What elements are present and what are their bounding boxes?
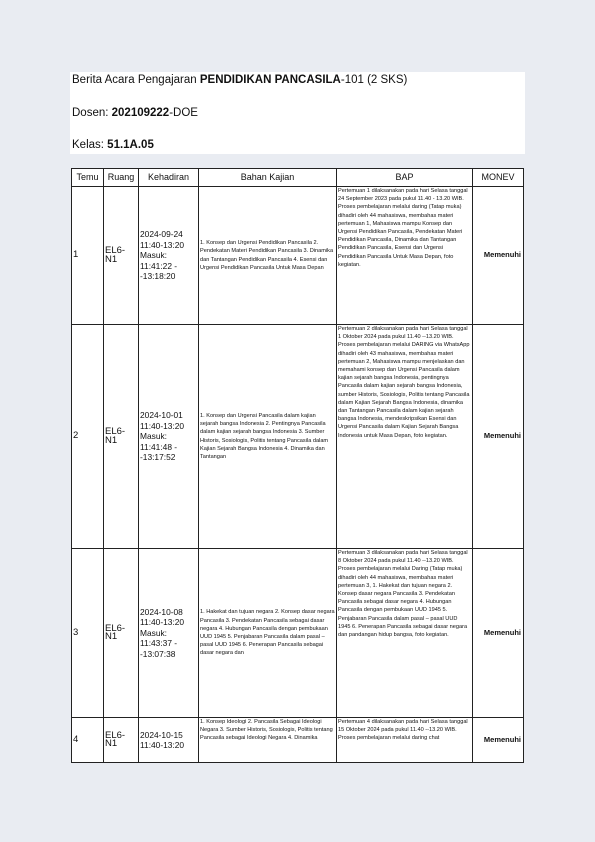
cell-ruang: EL6-N1 [104,325,139,549]
cell-temu: 1 [72,187,104,325]
cell-ruang: EL6-N1 [104,549,139,718]
table-row [72,325,524,549]
bap-table [71,168,524,763]
cell-monev: Memenuhi [473,325,524,549]
kelas-value: 51.1A.05 [107,139,154,151]
col-header-kehadiran: Kehadiran [139,169,199,187]
col-header-ruang: Ruang [104,169,139,187]
cell-bap: Pertemuan 1 dilaksanakan pada hari Selasa tanggal 24 September 2023 pada pukul 11.40 - 13.20 WIB. Proses pembelajaran melalui daring (Tatap muka) dihadiri oleh 44 mahasiswa, membahas materi pertemuan 1, Mahasiswa mampu Konsep dan Urgensi Pendidikan Pancasila, Pendekatan Materi Pendidikan Pancasila, Dinamika dan Tantangan Pendidikan Pancasila, Esensi dan Urgensi Pendidikan Pancasila Untuk Masa Depan, foto kegiatan. [337,187,473,325]
cell-temu: 3 [72,549,104,718]
title-prefix: Berita Acara Pengajaran [72,74,200,86]
cell-bap: Pertemuan 3 dilaksanakan pada hari Selasa tanggal 8 Oktober 2024 pada pukul 11.40 --13.20 WIB. Proses pembelajaran melalui Daring (Tatap muka) dihadiri oleh 44 mahasiswa, membahas materi pertemuan 3, 1. Hakekat dan tujuan negara 2. Konsep dasar negara Pancasila 3. Pendekatan Pancasila sebagai dasar negara 4. Hubungan Pancasila dengan pembukaan UUD 1945 5. Penjabaran Pancasila dalam pasal – pasal UUD 1945 6. Penerapan Pancasila sebagai dasar negara dan pandangan hidup bangsa, foto kegiatan. [337,549,473,718]
cell-bahan-kajian: 1. Hakekat dan tujuan negara 2. Konsep dasar negara Pancasila 3. Pendekatan Pancasila sebagai dasar negara 4. Hubungan Pancasila dengan pembukaan UUD 1945 5. Penjabaran Pancasila dalam pasal – pasal UUD 1945 6. Penerapan Pancasila sebagai dasar negara dan [199,549,337,718]
dosen-line [72,107,198,119]
cell-temu: 2 [72,325,104,549]
course-name: PENDIDIKAN PANCASILA [199,74,341,86]
cell-temu: 4 [72,718,104,763]
cell-kehadiran: 2024-10-01 11:40-13:20 Masuk: 11:41:48 --13:17:52 [139,325,199,549]
cell-kehadiran: 2024-09-24 11:40-13:20 Masuk: 11:41:22 --13:18:20 [139,187,199,325]
col-header-bahan-kajian: Bahan Kajian [199,169,337,187]
cell-monev: Memenuhi [473,187,524,325]
col-header-bap: BAP [337,169,473,187]
col-header-temu: Temu [72,169,104,187]
cell-monev: Memenuhi [473,549,524,718]
cell-ruang: EL6-N1 [104,187,139,325]
kelas-line [72,139,154,151]
cell-bahan-kajian: 1. Konsep dan Urgensi Pancasila dalam kajian sejarah bangsa Indonesia 2. Pentingnya Pancasila dalam kajian sejarah bangsa Indonesia 3. Sumber Historis, Sosiologis, Politis tentang Pancasila dalam Kajian Sejarah Bangsa Indonesia 4. Dinamika dan Tantangan [199,325,337,549]
dosen-suffix: -DOE [169,107,198,119]
cell-ruang: EL6-N1 [104,718,139,763]
kelas-label: Kelas: [72,139,108,151]
dosen-id: 202109222 [111,107,170,119]
cell-monev: Memenuhi [473,718,524,763]
page-title [72,74,407,86]
table-header-row [72,169,524,187]
document-header [70,72,525,154]
dosen-label: Dosen: [72,107,112,119]
cell-kehadiran: 2024-10-15 11:40-13:20 [139,718,199,763]
cell-bahan-kajian: 1. Konsep Ideologi 2. Pancasila Sebagai Ideologi Negara 3. Sumber Historis, Sosiologis, Politis tentang Pancasila sebagai Ideologi Negara 4. Dinamika [199,718,337,763]
col-header-monev: MONEV [473,169,524,187]
table-row [72,718,524,763]
table-row [72,549,524,718]
course-code: -101 (2 SKS) [340,74,408,86]
cell-bahan-kajian: 1. Konsep dan Urgensi Pendidikan Pancasila 2. Pendekatan Materi Pendidikan Pancasila 3. Dinamika dan Tantangan Pendidikan Pancasila 4. Esensi dan Urgensi Pendidikan Pancasila Untuk Masa Depan [199,187,337,325]
cell-bap: Pertemuan 2 dilaksanakan pada hari Selasa tanggal 1 Oktober 2024 pada pukul 11.40 --13.20 WIB. Proses pembelajaran melalui DARING via WhatsApp dihadiri oleh 43 mahasiswa, membahas materi pertemuan 2, Mahasiswa mampu menjelaskan dan memahami konsep dan Urgensi Pancasila dalam kajian sejarah bangsa Indonesia, pentingnya Pancasila dalam kajian sejarah bangsa Indonesia, sumber Historis, Sosiologis, Politis tentang Pancasila dalam Kajian Sejarah Bangsa Indonesia, dinamika dan Tantangan Pancasila dalam kajian sejarah bangsa Indonesia, mendeskripsikan Esensi dan Urgensi Pancasila dalam Kajian Sejarah Bangsa Indonesia untuk Masa Depan, foto kegiatan. [337,325,473,549]
cell-bap: Pertemuan 4 dilaksanakan pada hari Selasa tanggal 15 Oktober 2024 pada pukul 11.40 --13.20 WIB. Proses pembelajaran melalui daring chat [337,718,473,763]
cell-kehadiran: 2024-10-08 11:40-13:20 Masuk: 11:43:37 --13:07:38 [139,549,199,718]
table-row [72,187,524,325]
